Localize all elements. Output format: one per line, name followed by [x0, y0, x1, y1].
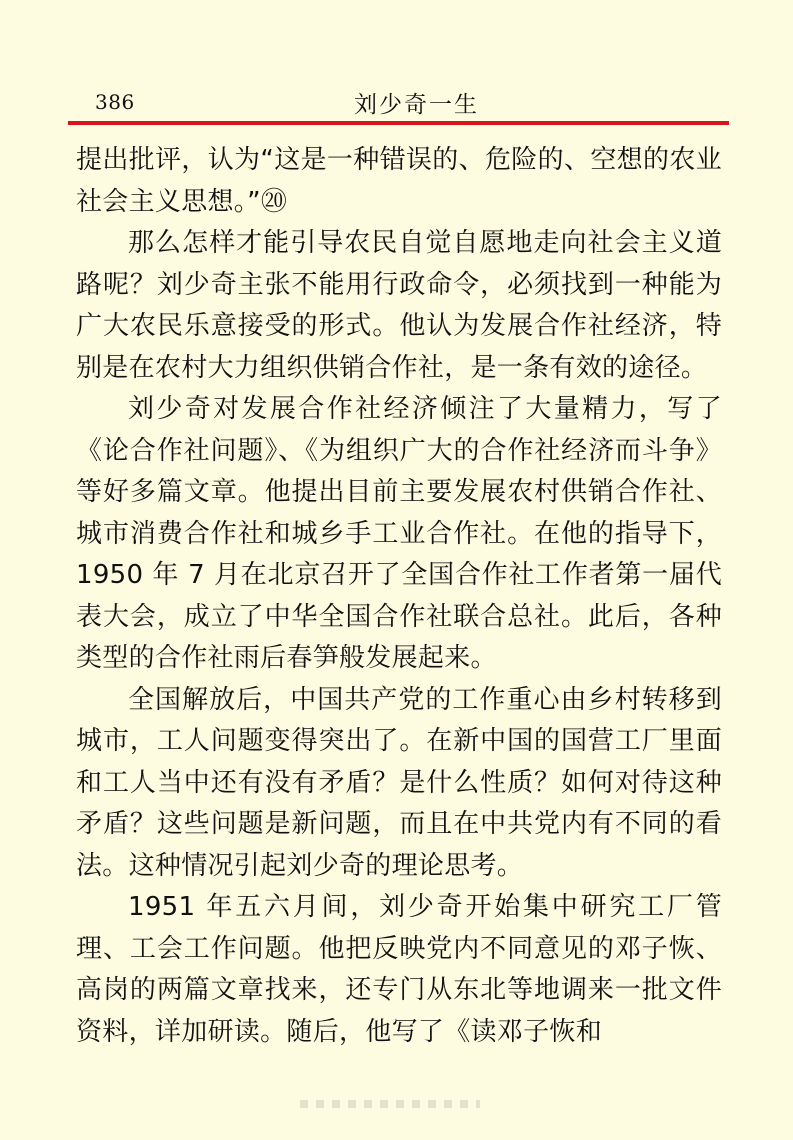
paragraph: 那么怎样才能引导农民自觉自愿地走向社会主义道路呢？刘少奇主张不能用行政命令，必须找到一种能为广大农民乐意接受的形式。他认为发展合作社经济，特别是在农村大力组织供销合作社，是一条有效的途径。 [76, 228, 722, 383]
page-number: 386 [95, 90, 135, 114]
paragraph: 刘少奇对发展合作社经济倾注了大量精力，写了《论合作社问题》、《为组织广大的合作社经济而斗争》等好多篇文章。他提出目前主要发展农村供销合作社、城市消费合作社和城乡手工业合作社。在他的指导下，1950 年 7 月在北京召开了全国合作社工作者第一届代表大会，成立了中华全国合作社联合总社。此后，各种类型的合作社雨后春笋般发展起来。 [76, 394, 722, 673]
paragraph: 1951 年五六月间，刘少奇开始集中研究工厂管理、工会工作问题。他把反映党内不同意见的邓子恢、高岗的两篇文章找来，还专门从东北等地调来一批文件资料，详加研读。随后，他写了《读邓子恢和 [76, 892, 722, 1047]
body-text [76, 140, 722, 1053]
footer-mark [300, 1100, 480, 1108]
paragraph: 全国解放后，中国共产党的工作重心由乡村转移到城市，工人问题变得突出了。在新中国的国营工厂里面和工人当中还有没有矛盾？是什么性质？如何对待这种矛盾？这些问题是新问题，而且在中共党内有不同的看法。这种情况引起刘少奇的理论思考。 [76, 684, 722, 881]
paragraph-continued: 提出批评，认为“这是一种错误的、危险的、空想的农业社会主义思想。”⑳ [76, 145, 722, 217]
running-title: 刘少奇一生 [354, 92, 479, 118]
header-rule [68, 121, 729, 125]
